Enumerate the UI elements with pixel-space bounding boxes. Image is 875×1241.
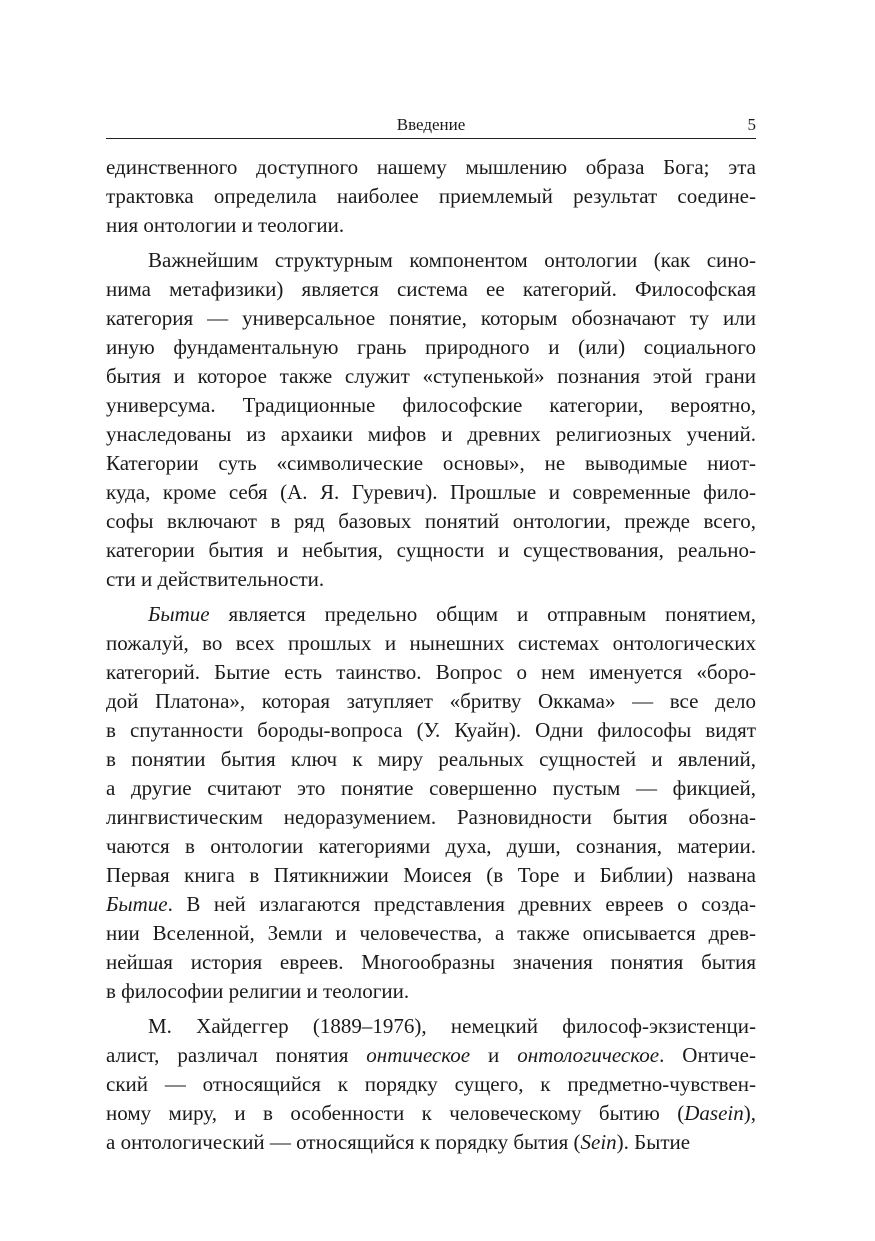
italic-term: Dasein	[684, 1101, 744, 1125]
text-line: софы включают в ряд базовых понятий онтологии, прежде всего,	[106, 509, 756, 533]
paragraph	[106, 153, 756, 240]
text-line: Категории суть «символические основы», не выводимые ниот-	[106, 451, 756, 475]
paragraph	[106, 600, 756, 1006]
text-line: трактовка определила наиболее приемлемый результат соедине-	[106, 184, 756, 208]
text-line: лингвистическим недоразумением. Разновидности бытия обозна-	[106, 805, 756, 829]
text-line: Бытие является предельно общим и отправным понятием,	[148, 602, 756, 626]
page-number: 5	[747, 115, 756, 134]
text-line: категории бытия и небытия, сущности и существования, реально-	[106, 538, 756, 562]
text-line: ния онтологии и теологии.	[106, 213, 345, 237]
text-line: алист, различал понятия онтическое и онтологическое. Онтиче-	[106, 1043, 756, 1067]
text-line: категорий. Бытие есть таинство. Вопрос о нем именуется «боро-	[106, 660, 756, 684]
body-text	[106, 153, 756, 1157]
text-line: унаследованы из архаики мифов и древних религиозных учений.	[106, 422, 756, 446]
paragraph	[106, 1012, 756, 1157]
running-header	[106, 114, 756, 139]
text-line: ский — относящийся к порядку сущего, к предметно-чувствен-	[106, 1072, 756, 1096]
text-line: нима метафизики) является система ее категорий. Философская	[106, 277, 756, 301]
italic-term: Бытие	[148, 602, 210, 626]
text-line: категория — универсальное понятие, которым обозначают ту или	[106, 306, 756, 330]
text-line: чаются в онтологии категориями духа, души, сознания, материи.	[106, 834, 756, 858]
italic-term: Бытие	[106, 892, 168, 916]
italic-term: Sein	[580, 1130, 617, 1154]
text-line: иную фундаментальную грань природного и (или) социального	[106, 335, 756, 359]
text-line: единственного доступного нашему мышлению образа Бога; эта	[106, 155, 756, 179]
text-line: а онтологический — относящийся к порядку бытия (Sein). Бытие	[106, 1130, 691, 1154]
text-line: универсума. Традиционные философские категории, вероятно,	[106, 393, 756, 417]
text-line: Бытие. В ней излагаются представления древних евреев о созда-	[106, 892, 756, 916]
text-line: сти и действительности.	[106, 567, 325, 591]
text-line: в спутанности бороды-вопроса (У. Куайн). Одни философы видят	[106, 718, 756, 742]
text-line: Первая книга в Пятикнижии Моисея (в Торе и Библии) названа	[106, 863, 756, 887]
running-header-title: Введение	[396, 115, 466, 134]
text-line: бытия и которое также служит «ступенькой» познания этой грани	[106, 364, 756, 388]
text-line: а другие считают это понятие совершенно пустым — фикцией,	[106, 776, 756, 800]
text-line: пожалуй, во всех прошлых и нынешних системах онтологических	[106, 631, 756, 655]
text-line: куда, кроме себя (А. Я. Гуревич). Прошлые и современные фило-	[106, 480, 756, 504]
italic-term: онтическое	[366, 1043, 471, 1067]
text-line: дой Платона», которая затупляет «бритву Оккама» — все дело	[106, 689, 756, 713]
text-line: Важнейшим структурным компонентом онтологии (как сино-	[148, 248, 756, 272]
text-line: ному миру, и в особенности к человеческому бытию (Dasein),	[106, 1101, 756, 1125]
paragraph	[106, 246, 756, 594]
italic-term: онтологическое	[517, 1043, 660, 1067]
text-line: в философии религии и теологии.	[106, 979, 410, 1003]
text-line: нейшая история евреев. Многообразны значения понятия бытия	[106, 950, 756, 974]
text-line: в понятии бытия ключ к миру реальных сущностей и явлений,	[106, 747, 756, 771]
text-line: нии Вселенной, Земли и человечества, а также описывается древ-	[106, 921, 756, 945]
text-line: М. Хайдеггер (1889–1976), немецкий философ-экзистенци-	[148, 1014, 756, 1038]
